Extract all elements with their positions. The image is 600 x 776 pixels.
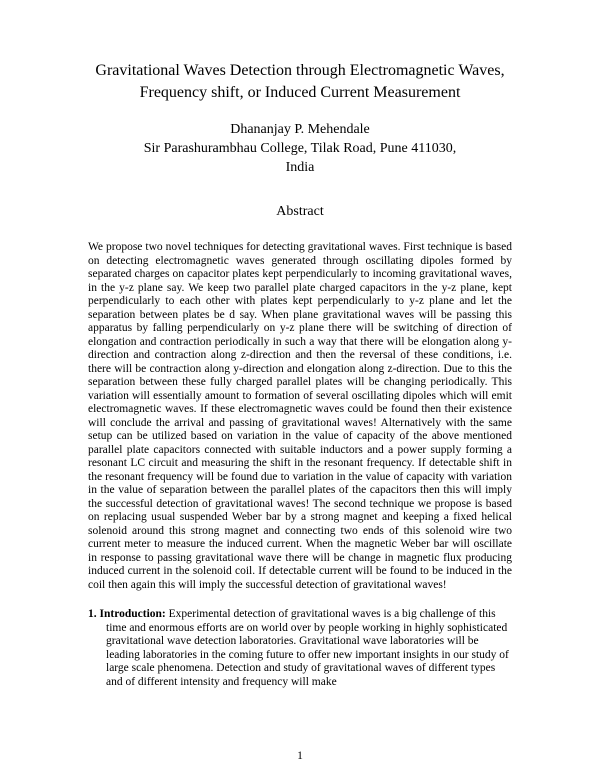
abstract-heading: Abstract xyxy=(276,204,324,219)
section-introduction-body: Experimental detection of gravitational waves is a big challenge of this time and enormous efforts are on world over by people working in highly sophisticated gravitational wave detection laboratories. Gravitational wave laboratories will be leading laboratories in the coming future to offer new important insights in our study of large scale phenomena. Detection and study of gravitational waves of different types and of different intensity and frequency will make xyxy=(106,608,509,688)
paper-title: Gravitational Waves Detection through Electromagnetic Waves, Frequency shift, or Induced Current Measurement xyxy=(95,62,505,101)
author-affiliation-line2: India xyxy=(285,160,315,175)
section-introduction-heading: 1. Introduction: xyxy=(88,608,166,620)
author-name: Dhananjay P. Mehendale xyxy=(230,122,370,137)
author-affiliation-line1: Sir Parashurambhau College, Tilak Road, Pune 411030, xyxy=(143,141,457,156)
abstract-text: We propose two novel techniques for detecting gravitational waves. First technique is based on detecting electromagnetic waves generated through oscillating dipoles formed by separated charges on capacitor plates kept perpendicularly to incoming gravitational waves, in the y-z plane say. We keep two parallel plate charged capacitors in the y-z plane, kept perpendicularly to each other with plates kept perpendicularly to y-z plane and let the separation between plates be d say. When plane gravitational waves will be passing this apparatus by falling perpendicularly on y-z plane there will be switching of direction of elongation and contraction periodically in such a way that there will be elongation along y-direction and contraction along z-direction and then the reversal of these conditions, i.e. there will be contraction along y-direction and elongation along z-direction. Due to this the separation between these fully charged parallel plates will be changing periodically. This variation will essentially amount to formation of several oscillating dipoles which will emit electromagnetic waves. If these electromagnetic waves could be found then their existence will conclude the arrival and passing of gravitational waves! Alternatively with the same setup can be utilized based on variation in the value of capacity of the above mentioned parallel plate capacitors connected with suitable inductors and a power supply forming a resonant LC circuit and measuring the shift in the resonant frequency. If detectable shift in the resonant frequency will be found due to variation in the value of capacity with variation in the value of separation between the parallel plates of the capacitors then this will imply the successful detection of gravitational waves! The second technique we propose is based on replacing usual suspended Weber bar by a strong magnet and keeping a fixed helical solenoid around this strong magnet and connecting two ends of this solenoid wire two current meter to measure the induced current. When the magnetic Weber bar will oscillate in response to passing gravitational wave there will be change in magnetic flux producing induced current in the solenoid coil. If detectable current will be found to be induced in the coil then again this will imply the successful detection of gravitational waves! xyxy=(88,241,512,591)
section-introduction xyxy=(88,608,512,689)
author-block xyxy=(88,120,512,177)
page-number: 1 xyxy=(297,750,303,762)
